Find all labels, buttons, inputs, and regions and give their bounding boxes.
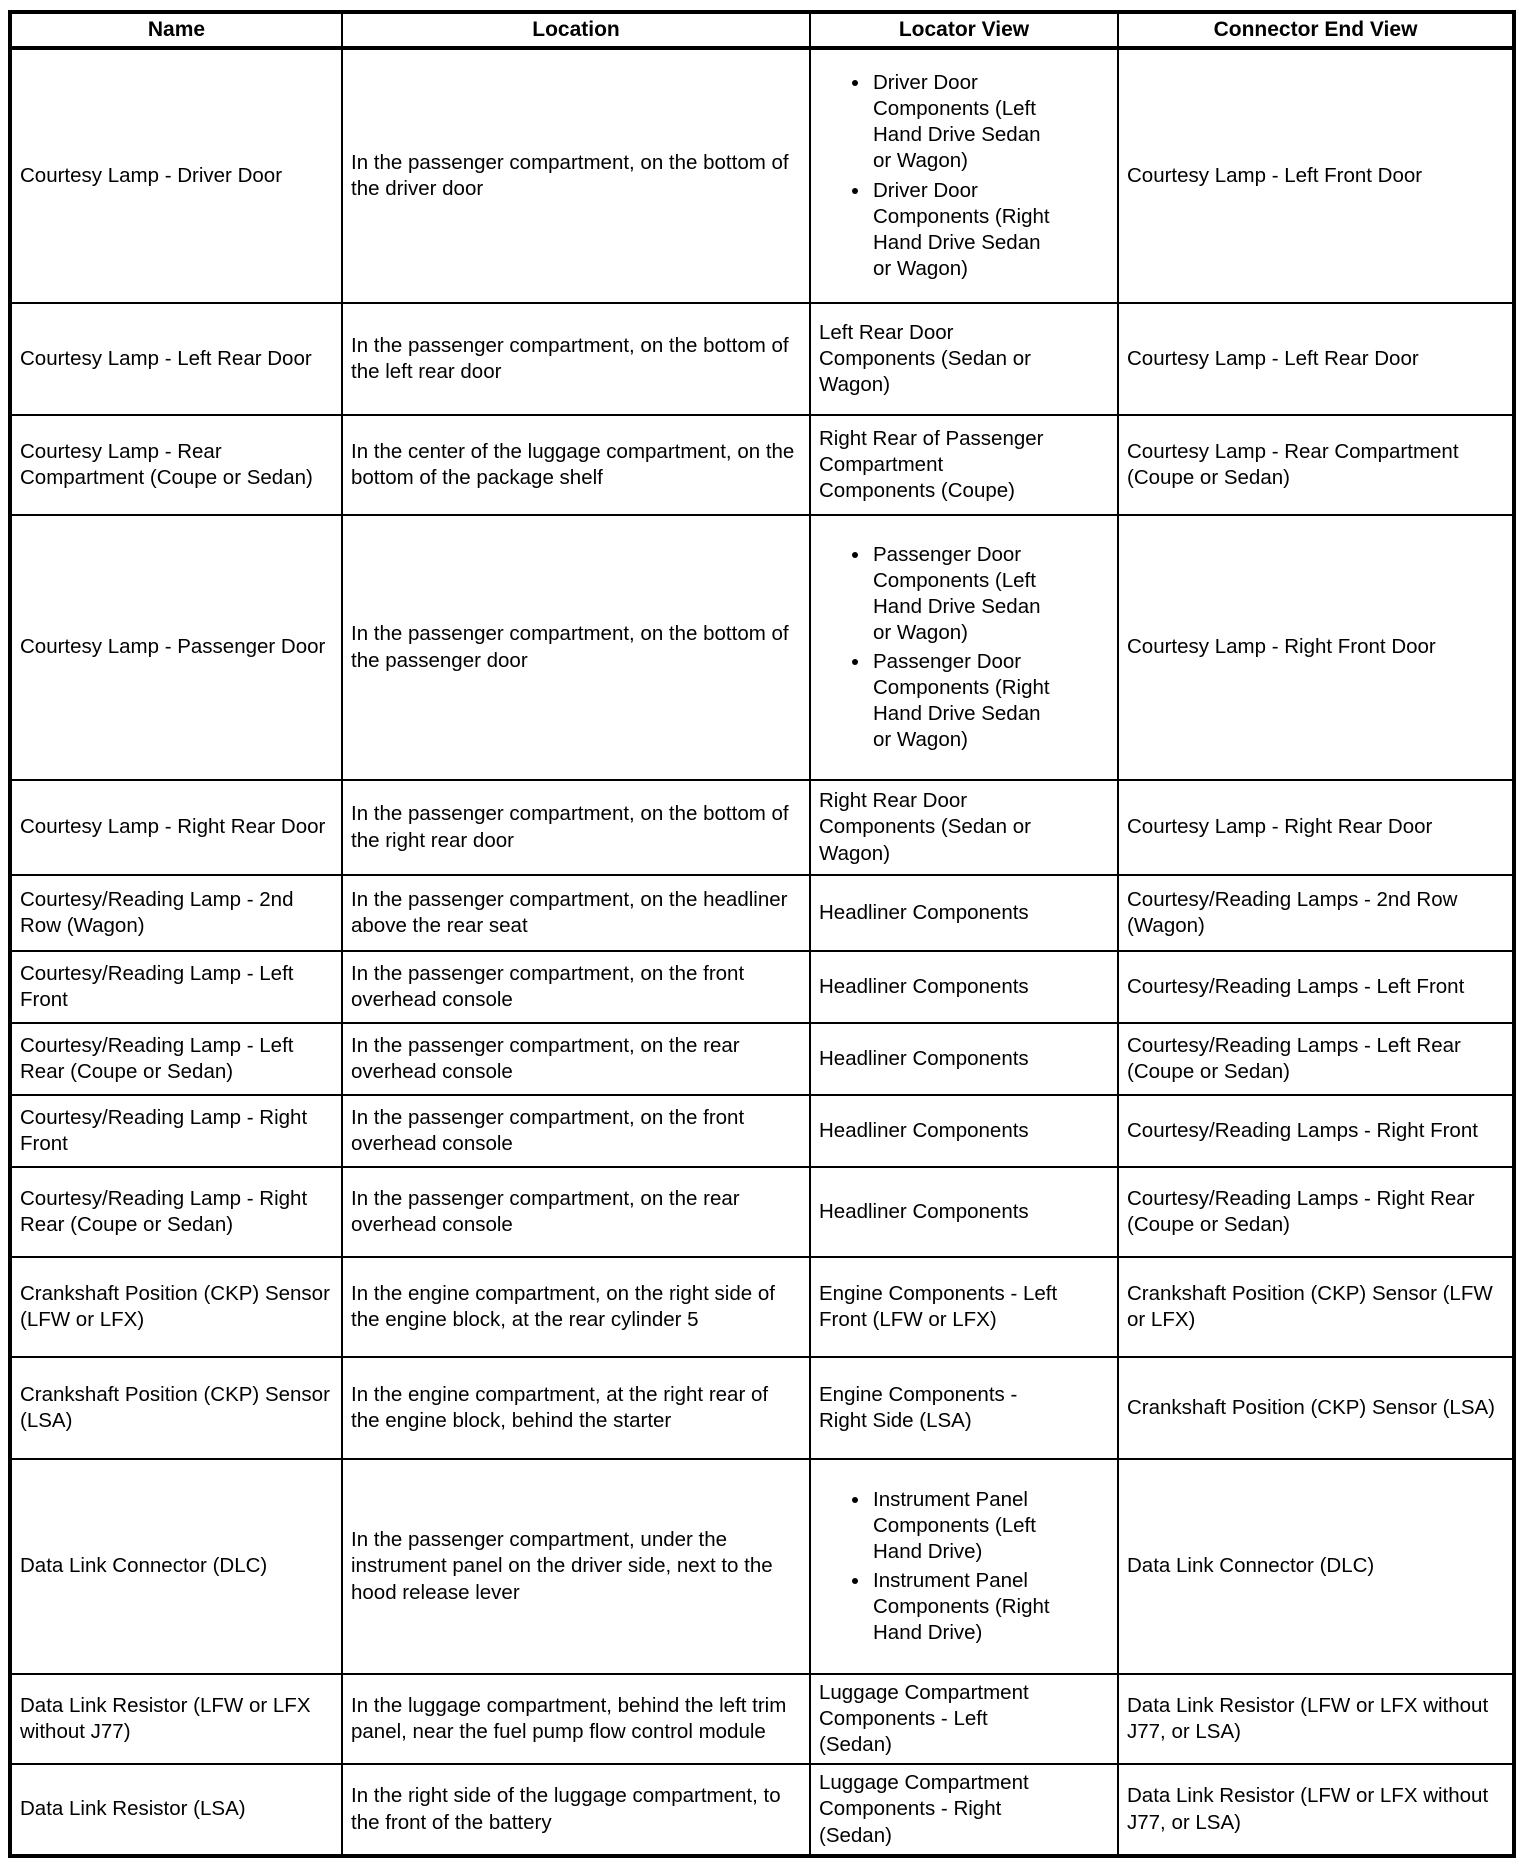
locator-view-cell: Luggage Compartment Components - Left (Sedan) (810, 1674, 1118, 1764)
connector-end-view-cell: Data Link Connector (DLC) (1118, 1459, 1514, 1674)
connector-end-view-cell: Courtesy/Reading Lamps - Right Rear (Coupe or Sedan) (1118, 1167, 1514, 1257)
locator-view-cell: Headliner Components (810, 951, 1118, 1023)
connector-end-view-cell: Courtesy Lamp - Left Front Door (1118, 48, 1514, 303)
table-row (10, 1459, 1514, 1674)
locator-bullet-item: • Driver Door Components (Right Hand Drive Sedan or Wagon) (871, 178, 1061, 282)
column-header-location: Location (342, 12, 810, 48)
column-header-name: Name (10, 12, 342, 48)
table-row (10, 515, 1514, 780)
locator-view-cell: Luggage Compartment Components - Right (Sedan) (810, 1764, 1118, 1856)
locator-view-cell: Engine Components - Left Front (LFW or LFX) (810, 1257, 1118, 1357)
table-row (10, 951, 1514, 1023)
locator-view-cell: Headliner Components (810, 875, 1118, 951)
name-cell: Crankshaft Position (CKP) Sensor (LFW or LFX) (10, 1257, 342, 1357)
table-row (10, 303, 1514, 415)
location-cell: In the passenger compartment, on the bottom of the driver door (342, 48, 810, 303)
location-cell: In the passenger compartment, on the rear overhead console (342, 1023, 810, 1095)
locator-bullet-item: • Passenger Door Components (Right Hand Drive Sedan or Wagon) (871, 649, 1061, 753)
table-row (10, 1095, 1514, 1167)
location-cell: In the passenger compartment, under the instrument panel on the driver side, next to the hood release lever (342, 1459, 810, 1674)
location-cell: In the passenger compartment, on the front overhead console (342, 1095, 810, 1167)
locator-view-cell (810, 1459, 1118, 1674)
name-cell: Courtesy/Reading Lamp - 2nd Row (Wagon) (10, 875, 342, 951)
table-row (10, 1023, 1514, 1095)
name-cell: Courtesy/Reading Lamp - Left Rear (Coupe or Sedan) (10, 1023, 342, 1095)
locator-bullet-item: • Instrument Panel Components (Left Hand Drive) (871, 1487, 1061, 1565)
connector-end-view-cell: Data Link Resistor (LFW or LFX without J77, or LSA) (1118, 1674, 1514, 1764)
column-header-locator-view: Locator View (810, 12, 1118, 48)
location-cell: In the engine compartment, at the right rear of the engine block, behind the starter (342, 1357, 810, 1459)
location-cell: In the passenger compartment, on the bottom of the passenger door (342, 515, 810, 780)
table-row (10, 875, 1514, 951)
table-row (10, 415, 1514, 515)
connector-end-view-cell: Courtesy Lamp - Right Rear Door (1118, 780, 1514, 875)
name-cell: Courtesy Lamp - Left Rear Door (10, 303, 342, 415)
locator-view-cell (810, 48, 1118, 303)
locator-bullet-item: • Instrument Panel Components (Right Hand Drive) (871, 1568, 1061, 1646)
connector-end-view-cell: Courtesy/Reading Lamps - Left Rear (Coupe or Sedan) (1118, 1023, 1514, 1095)
location-cell: In the passenger compartment, on the bottom of the right rear door (342, 780, 810, 875)
name-cell: Courtesy Lamp - Rear Compartment (Coupe or Sedan) (10, 415, 342, 515)
name-cell: Courtesy Lamp - Right Rear Door (10, 780, 342, 875)
locator-view-cell: Headliner Components (810, 1023, 1118, 1095)
table-row (10, 1674, 1514, 1764)
locator-view-cell: Engine Components - Right Side (LSA) (810, 1357, 1118, 1459)
locator-bullet-list (819, 70, 1061, 281)
connector-end-view-cell: Courtesy Lamp - Right Front Door (1118, 515, 1514, 780)
locator-view-cell: Left Rear Door Components (Sedan or Wagon) (810, 303, 1118, 415)
connector-end-view-cell: Courtesy/Reading Lamps - 2nd Row (Wagon) (1118, 875, 1514, 951)
name-cell: Courtesy/Reading Lamp - Right Front (10, 1095, 342, 1167)
name-cell: Courtesy/Reading Lamp - Left Front (10, 951, 342, 1023)
name-cell: Courtesy Lamp - Passenger Door (10, 515, 342, 780)
location-cell: In the luggage compartment, behind the left trim panel, near the fuel pump flow control module (342, 1674, 810, 1764)
location-cell: In the passenger compartment, on the bottom of the left rear door (342, 303, 810, 415)
locator-view-cell: Right Rear Door Components (Sedan or Wagon) (810, 780, 1118, 875)
table-row (10, 1167, 1514, 1257)
locator-view-cell: Headliner Components (810, 1167, 1118, 1257)
table-row (10, 1257, 1514, 1357)
table-row (10, 48, 1514, 303)
table-header-row (10, 12, 1514, 48)
locator-view-cell: Right Rear of Passenger Compartment Components (Coupe) (810, 415, 1118, 515)
locator-bullet-list (819, 1487, 1061, 1646)
table-row (10, 780, 1514, 875)
location-cell: In the center of the luggage compartment, on the bottom of the package shelf (342, 415, 810, 515)
locator-bullet-item: • Passenger Door Components (Left Hand Drive Sedan or Wagon) (871, 542, 1061, 646)
location-cell: In the passenger compartment, on the front overhead console (342, 951, 810, 1023)
column-header-connector-end-view: Connector End View (1118, 12, 1514, 48)
locator-view-cell: Headliner Components (810, 1095, 1118, 1167)
location-cell: In the passenger compartment, on the headliner above the rear seat (342, 875, 810, 951)
table-row (10, 1357, 1514, 1459)
table-body (10, 48, 1514, 1856)
connector-end-view-cell: Crankshaft Position (CKP) Sensor (LFW or LFX) (1118, 1257, 1514, 1357)
location-cell: In the engine compartment, on the right side of the engine block, at the rear cylinder 5 (342, 1257, 810, 1357)
connector-end-view-cell: Courtesy/Reading Lamps - Right Front (1118, 1095, 1514, 1167)
location-cell: In the passenger compartment, on the rear overhead console (342, 1167, 810, 1257)
name-cell: Data Link Connector (DLC) (10, 1459, 342, 1674)
name-cell: Courtesy Lamp - Driver Door (10, 48, 342, 303)
name-cell: Data Link Resistor (LFW or LFX without J77) (10, 1674, 342, 1764)
connector-end-view-cell: Courtesy/Reading Lamps - Left Front (1118, 951, 1514, 1023)
locator-bullet-list (819, 542, 1061, 753)
connector-end-view-cell: Courtesy Lamp - Left Rear Door (1118, 303, 1514, 415)
location-cell: In the right side of the luggage compartment, to the front of the battery (342, 1764, 810, 1856)
locator-view-cell (810, 515, 1118, 780)
connector-end-view-cell: Crankshaft Position (CKP) Sensor (LSA) (1118, 1357, 1514, 1459)
name-cell: Crankshaft Position (CKP) Sensor (LSA) (10, 1357, 342, 1459)
locator-bullet-item: • Driver Door Components (Left Hand Drive Sedan or Wagon) (871, 70, 1061, 174)
component-locator-table (8, 10, 1516, 1858)
connector-end-view-cell: Data Link Resistor (LFW or LFX without J77, or LSA) (1118, 1764, 1514, 1856)
connector-end-view-cell: Courtesy Lamp - Rear Compartment (Coupe or Sedan) (1118, 415, 1514, 515)
table-row (10, 1764, 1514, 1856)
name-cell: Courtesy/Reading Lamp - Right Rear (Coupe or Sedan) (10, 1167, 342, 1257)
name-cell: Data Link Resistor (LSA) (10, 1764, 342, 1856)
